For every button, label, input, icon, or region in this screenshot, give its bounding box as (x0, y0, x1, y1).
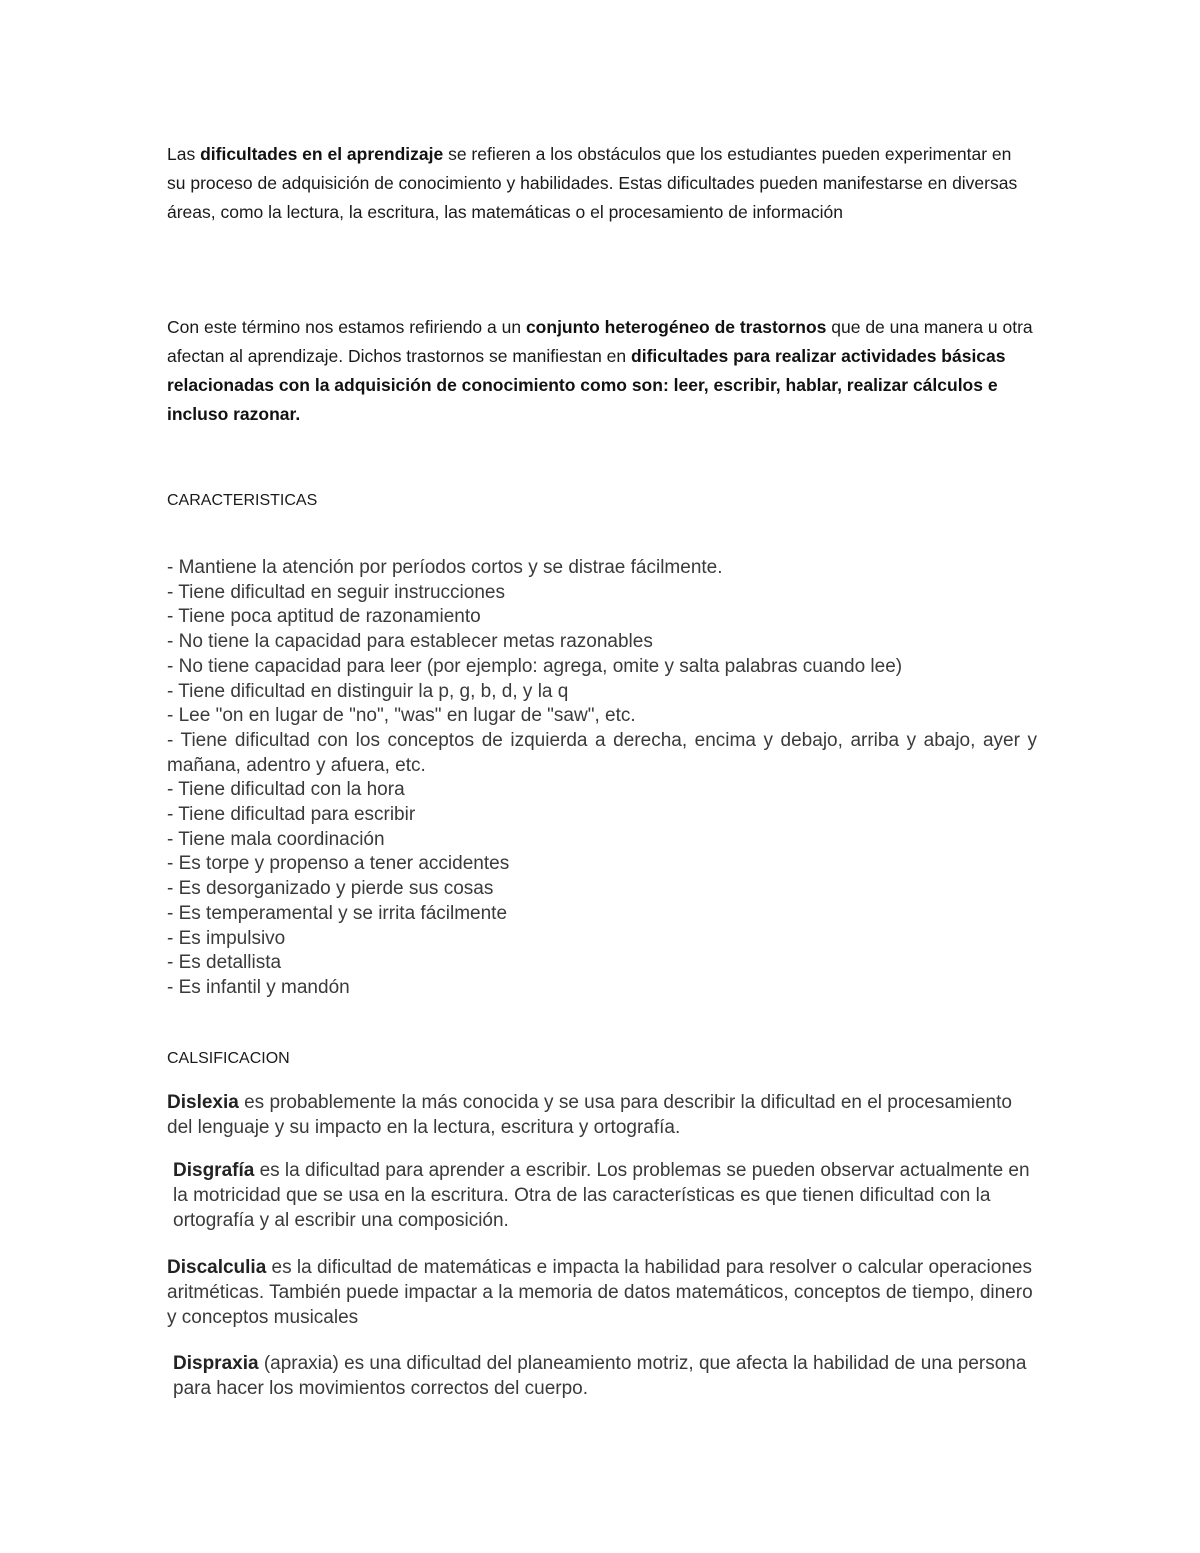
discalculia-text: es la dificultad de matemáticas e impacta la habilidad para resolver o calcular operaciones aritméticas. También puede impactar a la memoria de datos matemáticos, conceptos de tiempo, dinero y conceptos musicales (167, 1257, 1033, 1328)
intro-1-lead: Las (167, 144, 201, 164)
intro-2-middle: que de una manera u otra afectan al aprendizaje. Dichos trastornos se manifiestan en (167, 317, 1033, 366)
list-item: - Tiene poca aptitud de razonamiento (167, 606, 481, 628)
list-item: - Es impulsivo (167, 927, 286, 949)
discalculia-paragraph (167, 1255, 1037, 1330)
list-item: - Tiene mala coordinación (167, 828, 385, 850)
list-item: - No tiene la capacidad para establecer metas razonables (167, 631, 653, 653)
dispraxia-paragraph (167, 1351, 1037, 1401)
list-item: - Mantiene la atención por períodos cortos y se distrae fácilmente. (167, 557, 723, 578)
dislexia-term: Dislexia (167, 1092, 239, 1113)
caracteristicas-list (167, 556, 1037, 1001)
dispraxia-term: Dispraxia (173, 1353, 259, 1374)
dislexia-text: es probablemente la más conocida y se usa para describir la dificultad en el procesamiento del lenguaje y su impacto en la lectura, escritura y ortografía. (167, 1092, 1012, 1138)
intro-1-rest: se refieren a los obstáculos que los estudiantes pueden experimentar en su proceso de adquisición de conocimiento y habilidades. Estas dificultades pueden manifestarse en diversas áreas, como la lectura, la escritura, las matemáticas o el procesamiento de información (167, 144, 1018, 222)
intro-2-lead: Con este término nos estamos refiriendo a un (167, 317, 526, 337)
caracteristicas-heading: CARACTERISTICAS (167, 492, 318, 509)
list-item: - No tiene capacidad para leer (por ejemplo: agrega, omite y salta palabras cuando lee) (167, 655, 903, 677)
discalculia-term: Discalculia (167, 1257, 267, 1278)
intro-2-bold-term: conjunto heterogéneo de trastornos (525, 317, 827, 337)
list-item: - Tiene dificultad en seguir instrucciones (167, 581, 505, 603)
list-item: - Es detallista (167, 952, 282, 974)
list-item: - Tiene dificultad para escribir (167, 804, 416, 826)
intro-2-bold-list: dificultades para realizar actividades básicas relacionadas con la adquisición de conocimiento como son: leer, escribir, hablar, realizar cálculos e incluso razonar. (167, 346, 1006, 424)
list-item: - Es desorganizado y pierde sus cosas (167, 878, 494, 900)
intro-paragraph-1 (167, 140, 1027, 227)
list-item: - Lee "on en lugar de "no", "was" en lugar de "saw", etc. (167, 705, 636, 727)
list-item: - Tiene dificultad con los conceptos de izquierda a derecha, encima y debajo, arriba y abajo, ayer y mañana, adentro y afuera, etc. (167, 729, 1037, 776)
dispraxia-text: (apraxia) es una dificultad del planeamiento motriz, que afecta la habilidad de una persona para hacer los movimientos correctos del cuerpo. (173, 1353, 1027, 1399)
list-item: - Tiene dificultad con la hora (167, 779, 405, 801)
intro-paragraph-2 (167, 313, 1037, 429)
list-item: - Es temperamental y se irrita fácilmente (167, 902, 508, 924)
list-item: - Es torpe y propenso a tener accidentes (167, 853, 510, 875)
clasificacion-heading: CALSIFICACION (167, 1050, 290, 1067)
disgrafia-term: Disgrafía (173, 1160, 255, 1181)
dislexia-paragraph (167, 1090, 1037, 1140)
list-item: - Es infantil y mandón (167, 976, 350, 998)
intro-1-bold-term: dificultades en el aprendizaje (200, 144, 444, 164)
disgrafia-paragraph (167, 1158, 1037, 1233)
disgrafia-text: es la dificultad para aprender a escribir. Los problemas se pueden observar actualmente en la motricidad que se usa en la escritura. Otra de las características es que tienen dificultad con la ortografía y al escribir una composición. (173, 1160, 1030, 1231)
list-item: - Tiene dificultad en distinguir la p, g, b, d, y la q (167, 680, 569, 702)
